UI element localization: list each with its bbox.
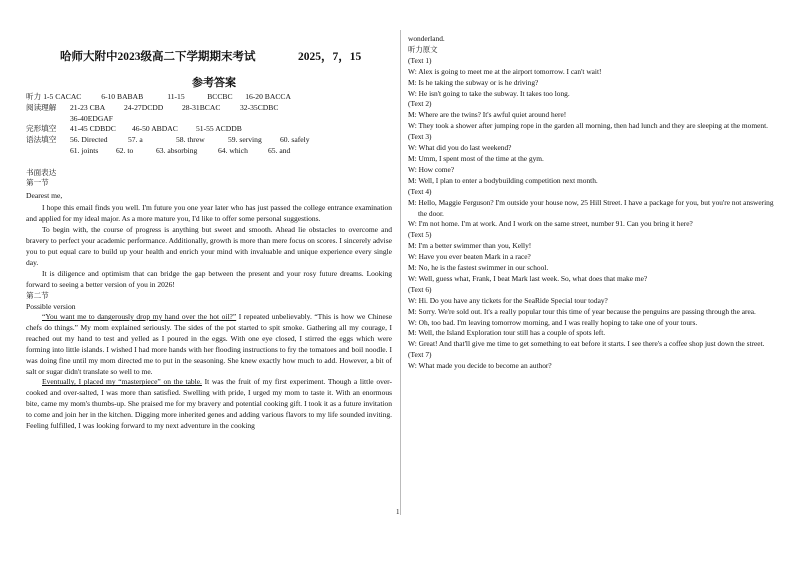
exam-title: 哈师大附中2023级高二下学期期末考试 xyxy=(60,51,256,63)
transcript-line: M: No, he is the fastest swimmer in our school. xyxy=(408,263,549,273)
reading-answers xyxy=(26,103,392,114)
transcript-line: (Text 3) xyxy=(408,132,432,142)
transcript-heading: 听力原文 xyxy=(408,44,438,54)
listening-answers xyxy=(26,92,392,103)
transcript-line: W: Oh, too bad. I'm leaving tomorrow morning, and I was really hoping to take one of your tours. xyxy=(408,317,698,327)
exam-date: 2025，7，15 xyxy=(298,51,362,63)
transcript-line: W: Well, guess what, Frank, I beat Mark last week. So, what does that make me? xyxy=(408,273,648,283)
story-paragraph xyxy=(26,377,392,432)
transcript-line: M: Hello, Maggie Ferguson? I'm outside your house now, 25 Hill Street. I have a package for you, but you're not answering the door. xyxy=(408,197,774,218)
answer-item: 63. absorbing xyxy=(156,145,198,155)
transcript-line: (Text 5) xyxy=(408,230,432,240)
part1-label: 第一节 xyxy=(26,177,49,187)
answer-item: 58. threw xyxy=(176,135,205,145)
story-continuation: wonderland. xyxy=(408,34,445,43)
cloze-label: 完形填空 xyxy=(26,124,57,134)
answer-item: 60. safely xyxy=(280,135,310,145)
answer-item: 65. and xyxy=(268,145,291,155)
exam-header xyxy=(26,48,392,64)
answer-item: 61. joints xyxy=(70,145,99,155)
transcript-line: (Text 1) xyxy=(408,55,432,65)
transcript-line: W: Hi. Do you have any tickets for the SeaRide Special tour today? xyxy=(408,295,608,305)
answer-item: 64. which xyxy=(218,145,248,155)
transcript-line: W: Great! And that'll give me time to get something to eat before it starts. I see there's a coffee shop just down the street. xyxy=(408,339,765,349)
answer-group: 6-10 BABAB xyxy=(101,92,144,101)
transcript xyxy=(408,56,778,372)
story-paragraph xyxy=(26,312,392,377)
story-text: It was the fruit of my first experiment. Though a little over-cooked and over-salted, I was more than satisfied. Swelling with pride, I urged my mom to taste it. With an enormous bite, came my mom's thumbs-up. She praised me for my bravery and potential cooking gift. I took it as a future invitation to come and join her in the kitchen. Digging more inherited genes and adding various flavors to my life sounded inviting. Feeling fulfilled, I was looking forward to my next adventure in the cooking xyxy=(26,377,392,431)
transcript-line: W: He isn't going to take the subway. It takes too long. xyxy=(408,88,570,98)
answer-item: 56. Directed xyxy=(70,135,108,145)
answer-group: 11-15 xyxy=(167,92,185,101)
answer-key xyxy=(26,92,392,157)
answer-group: 28-31BCAC xyxy=(182,102,221,112)
transcript-line: M: Is he taking the subway or is he driving? xyxy=(408,77,539,87)
answer-group: 46-50 ABDAC xyxy=(132,124,178,134)
page-number: 1 xyxy=(396,508,400,516)
transcript-line: M: Sorry. We're sold out. It's a really popular tour this time of year because the penguins are passing through the area. xyxy=(408,306,756,316)
answer-group: BCCBC xyxy=(207,92,233,101)
answer-item: 59. serving xyxy=(228,135,262,145)
transcript-line: M: Well, I plan to enter a bodybuilding competition next month. xyxy=(408,175,598,185)
answer-group: 51-55 ACDDB xyxy=(196,124,242,134)
right-column xyxy=(408,34,778,372)
grammar-answers-row2 xyxy=(26,146,392,157)
story-opening-sentence: Eventually, I placed my “masterpiece” on the table. xyxy=(42,377,202,387)
transcript-line: M: Umm, I spent most of the time at the gym. xyxy=(408,153,544,163)
transcript-line: (Text 2) xyxy=(408,99,432,109)
listening-label: 听力 xyxy=(26,92,42,101)
grammar-answers-row1 xyxy=(26,135,392,146)
transcript-line: (Text 6) xyxy=(408,284,432,294)
transcript-line: M: I'm a better swimmer than you, Kelly! xyxy=(408,241,532,251)
transcript-line: W: How come? xyxy=(408,164,455,174)
transcript-line: M: Well, the Island Exploration tour still has a couple of spots left. xyxy=(408,328,606,338)
answer-group: 32-35CDBC xyxy=(240,102,279,112)
reading-answers-cont xyxy=(26,114,392,125)
left-column xyxy=(26,48,392,432)
grammar-label: 语法填空 xyxy=(26,135,57,145)
column-divider xyxy=(400,30,401,515)
transcript-line: W: What made you decide to become an author? xyxy=(408,361,552,371)
transcript-line: (Text 7) xyxy=(408,350,432,360)
answer-item: 62. to xyxy=(116,145,134,155)
possible-version-label: Possible version xyxy=(26,301,76,311)
story-text: I repeated unbelievably. “This is how we Chinese chefs do things.” My mom explained seriously. The sides of the pot started to spit smoke. Gathering all my courage, I reached out my hand to test and yelled as I poured in the eggs. With one eye closed, I stirred the eggs which were forming into little islands. I wished I had more hands with her flooding instructions to fry the tomatoes and boil noodle. I was doing fine until my mom directed me to put in the seasoning. She knew exactly how much to add. However, a bit of salt or sugar didn't translate so well to me. xyxy=(26,312,392,376)
transcript-line: W: They took a shower after jumping rope in the garden all morning, then had lunch and they are sleeping at the moment. xyxy=(408,121,768,131)
letter-paragraph: It is diligence and optimism that can bridge the gap between the present and your rosy future dreams. Looking forward to seeing a better version of you in 2026! xyxy=(26,268,392,289)
answer-group: 21-23 CBA xyxy=(70,102,106,112)
transcript-line: W: I'm not home. I'm at work. And I work on the same street, number 91. Can you bring it here? xyxy=(408,219,693,229)
answer-key-title: 参考答案 xyxy=(192,77,236,89)
answer-group: 41-45 CDBDC xyxy=(70,124,116,134)
letter-paragraph: I hope this email finds you well. I'm future you one year later who has just passed the college entrance examination and applied for my ideal major. As a more mature you, I'd like to offer some personal suggestions. xyxy=(26,203,392,224)
story-opening-sentence: “You want me to dangerously drop my hand over the hot oil?” xyxy=(42,312,237,322)
transcript-line: M: Where are the twins? It's awful quiet around here! xyxy=(408,110,567,120)
writing-heading: 书面表达 xyxy=(26,167,57,177)
answer-group: 36-40EDGAF xyxy=(70,113,114,123)
answer-item: 57. a xyxy=(128,135,143,145)
transcript-line: (Text 4) xyxy=(408,186,432,196)
transcript-line: W: What did you do last weekend? xyxy=(408,143,512,153)
letter-salutation: Dearest me, xyxy=(26,191,63,201)
answer-group: 24-27DCDD xyxy=(124,102,164,112)
part2-label: 第二节 xyxy=(26,290,49,300)
answer-group: 16-20 BACCA xyxy=(245,92,291,101)
letter-paragraph: To begin with, the course of progress is anything but sweet and smooth. Ahead lie obstacles to overcome and bravery to perfect your academic performance. Additionally, growth is more than mere focus on scores. I sincerely advise you to put equal care to build up your health and enrich your mind with invaluable and unique experience every single day. xyxy=(26,225,392,267)
reading-label: 阅读理解 xyxy=(26,102,57,112)
transcript-line: W: Have you ever beaten Mark in a race? xyxy=(408,252,531,262)
transcript-line: W: Alex is going to meet me at the airport tomorrow. I can't wait! xyxy=(408,66,602,76)
answer-group: 1-5 CACAC xyxy=(43,92,82,101)
cloze-answers xyxy=(26,124,392,135)
